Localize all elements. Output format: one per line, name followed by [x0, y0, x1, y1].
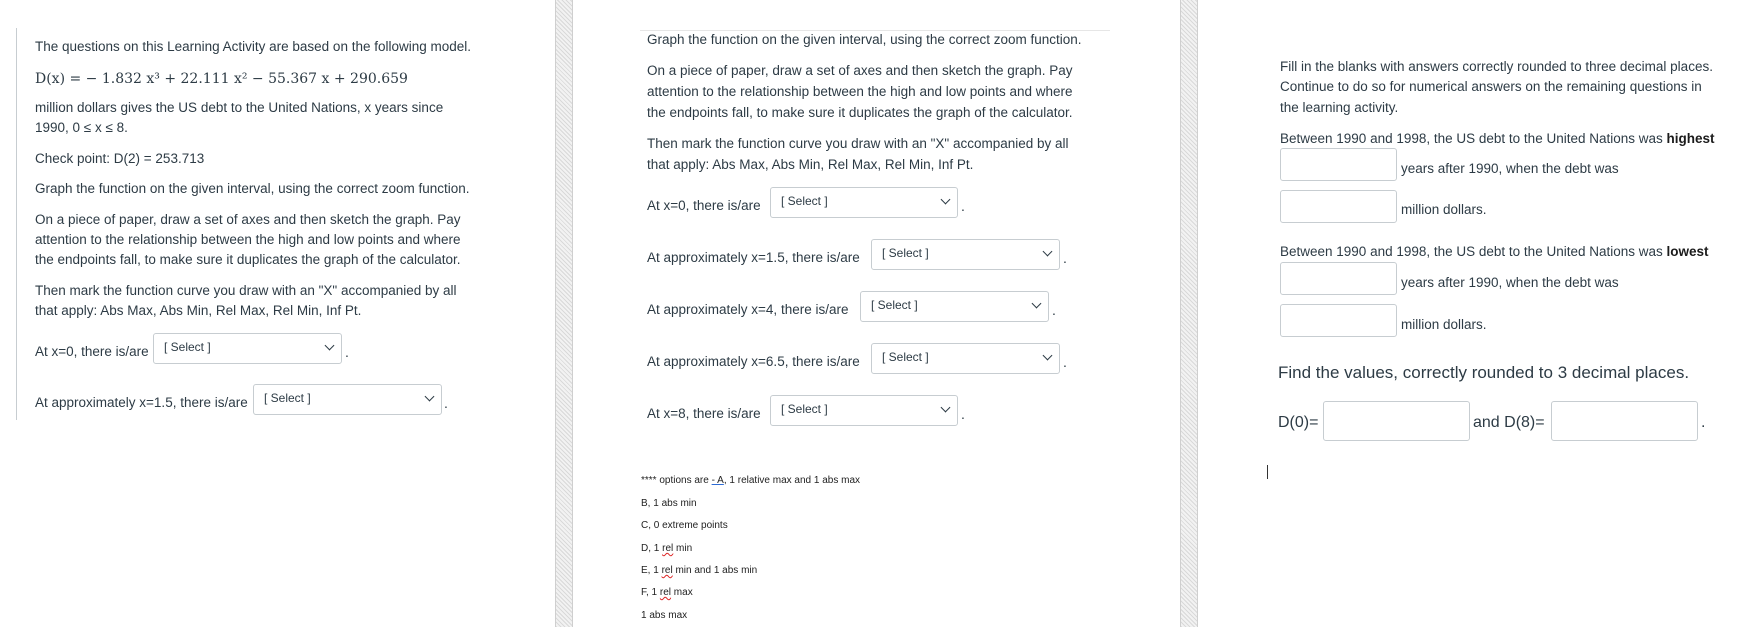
model-formula: D(x) = − 1.832 x³ + 22.111 x² − 55.367 x + 290.659 — [35, 71, 408, 87]
d0-label: D(0)= — [1278, 414, 1319, 431]
option-f-rel: rel — [659, 587, 672, 598]
question-x8-label: At x=8, there is/are — [647, 406, 761, 421]
options-note-e — [641, 564, 757, 577]
years-after-label: years after 1990, when the debt was — [1401, 275, 1619, 290]
option-f-post: max — [671, 587, 693, 598]
options-note-f — [641, 586, 693, 599]
left-border — [16, 28, 17, 420]
text-cursor — [1267, 465, 1268, 479]
option-a-marker: - A — [711, 475, 724, 486]
option-d-pre: D, 1 — [641, 543, 663, 554]
question-x1-5-select[interactable] — [253, 384, 442, 415]
select-placeholder: [ Select ] — [264, 391, 311, 405]
select-placeholder: [ Select ] — [882, 350, 929, 364]
options-note-g: 1 abs max — [641, 610, 688, 621]
chevron-down-icon — [1043, 247, 1053, 257]
question-x6-5-label: At approximately x=6.5, there is/are — [647, 354, 860, 369]
highest-years-input[interactable] — [1280, 148, 1397, 181]
options-prefix: **** options are — [641, 475, 712, 486]
million-dollars-label: million dollars. — [1401, 317, 1487, 332]
question-x0-select[interactable] — [770, 187, 958, 218]
options-note-d — [641, 542, 692, 555]
graph-instruction: Graph the function on the given interval, using the correct zoom function. — [647, 32, 1082, 47]
question-x1-5-label: At approximately x=1.5, there is/are — [647, 250, 860, 265]
model-description-line2: 1990, 0 ≤ x ≤ 8. — [35, 120, 128, 135]
lowest-question-text: Between 1990 and 1998, the US debt to the United Nations was — [1280, 244, 1667, 259]
select-placeholder: [ Select ] — [781, 194, 828, 208]
options-note-b: B, 1 abs min — [641, 498, 697, 509]
highest-word: highest — [1666, 131, 1715, 146]
fill-instruction-line1: Fill in the blanks with answers correctly rounded to three decimal places. — [1280, 59, 1713, 74]
lowest-debt-input[interactable] — [1280, 304, 1397, 337]
select-placeholder: [ Select ] — [871, 298, 918, 312]
question-x8-select[interactable] — [770, 395, 958, 426]
options-note-c: C, 0 extreme points — [641, 520, 728, 531]
highest-question — [1280, 129, 1715, 150]
chevron-down-icon — [941, 403, 951, 413]
years-after-label: years after 1990, when the debt was — [1401, 161, 1619, 176]
chevron-down-icon — [1043, 351, 1053, 361]
chevron-down-icon — [941, 195, 951, 205]
question-x0-label: At x=0, there is/are — [35, 344, 149, 359]
d0-input[interactable] — [1323, 401, 1470, 441]
highest-debt-input[interactable] — [1280, 190, 1397, 223]
fill-instruction-line3: the learning activity. — [1280, 100, 1399, 115]
question-x4-label: At approximately x=4, there is/are — [647, 302, 849, 317]
chevron-down-icon — [425, 392, 435, 402]
select-placeholder: [ Select ] — [164, 340, 211, 354]
question-x0-label: At x=0, there is/are — [647, 198, 761, 213]
intro-text: The questions on this Learning Activity are based on the following model. — [35, 39, 472, 54]
lowest-question — [1280, 242, 1709, 263]
period: . — [961, 406, 965, 422]
period: . — [345, 344, 349, 360]
paper-instruction-line3: the endpoints fall, to make sure it duplicates the graph of the calculator. — [35, 252, 461, 267]
period: . — [961, 198, 965, 214]
paper-instruction-line2: attention to the relationship between the high and low points and where — [35, 232, 461, 247]
period: . — [1063, 250, 1067, 266]
question-x0-select[interactable] — [153, 333, 342, 364]
select-placeholder: [ Select ] — [882, 246, 929, 260]
graph-instruction: Graph the function on the given interval, using the correct zoom function. — [35, 181, 470, 196]
find-values-heading: Find the values, correctly rounded to 3 decimal places. — [1278, 363, 1690, 382]
period: . — [444, 395, 448, 411]
option-e-pre: E, 1 — [641, 565, 662, 576]
chevron-down-icon — [1032, 299, 1042, 309]
mark-instruction-line1: Then mark the function curve you draw with an "X" accompanied by all — [647, 136, 1069, 151]
options-note-a — [641, 474, 860, 487]
lowest-years-input[interactable] — [1280, 262, 1397, 295]
paper-instruction-line2: attention to the relationship between the high and low points and where — [647, 84, 1073, 99]
mark-instruction-line1: Then mark the function curve you draw with an "X" accompanied by all — [35, 283, 457, 298]
option-d-post: min — [673, 543, 693, 554]
paper-instruction-line3: the endpoints fall, to make sure it duplicates the graph of the calculator. — [647, 105, 1073, 120]
fill-instruction-line2: Continue to do so for numerical answers on the remaining questions in — [1280, 79, 1702, 94]
question-x1-5-select[interactable] — [871, 239, 1060, 270]
check-point: Check point: D(2) = 253.713 — [35, 151, 205, 166]
option-a-text: , 1 relative max and 1 abs max — [723, 475, 861, 486]
paper-instruction-line1: On a piece of paper, draw a set of axes and then sketch the graph. Pay — [647, 63, 1073, 78]
right-panel — [1185, 0, 1738, 627]
highest-question-text: Between 1990 and 1998, the US debt to the United Nations was — [1280, 131, 1667, 146]
mark-instruction-line2: that apply: Abs Max, Abs Min, Rel Max, Rel Min, Inf Pt. — [35, 303, 362, 318]
option-e-rel: rel — [661, 565, 673, 576]
lowest-word: lowest — [1666, 244, 1709, 259]
mark-instruction-line2: that apply: Abs Max, Abs Min, Rel Max, Rel Min, Inf Pt. — [647, 157, 974, 172]
d8-label: and D(8)= — [1473, 414, 1545, 431]
option-d-rel: rel — [662, 543, 674, 554]
select-placeholder: [ Select ] — [781, 402, 828, 416]
d8-input[interactable] — [1551, 401, 1698, 441]
period: . — [1052, 302, 1056, 318]
question-x4-select[interactable] — [860, 291, 1049, 322]
model-description-line1: million dollars gives the US debt to the United Nations, x years since — [35, 100, 444, 115]
chevron-down-icon — [325, 341, 335, 351]
paper-instruction-line1: On a piece of paper, draw a set of axes and then sketch the graph. Pay — [35, 212, 461, 227]
option-e-post: min and 1 abs min — [672, 565, 758, 576]
question-x6-5-select[interactable] — [871, 343, 1060, 374]
left-panel — [0, 0, 555, 627]
period: . — [1701, 414, 1706, 431]
option-f-pre: F, 1 — [641, 587, 660, 598]
period: . — [1063, 354, 1067, 370]
question-x1-5-label: At approximately x=1.5, there is/are — [35, 395, 248, 410]
middle-panel — [555, 0, 1185, 627]
million-dollars-label: million dollars. — [1401, 202, 1487, 217]
